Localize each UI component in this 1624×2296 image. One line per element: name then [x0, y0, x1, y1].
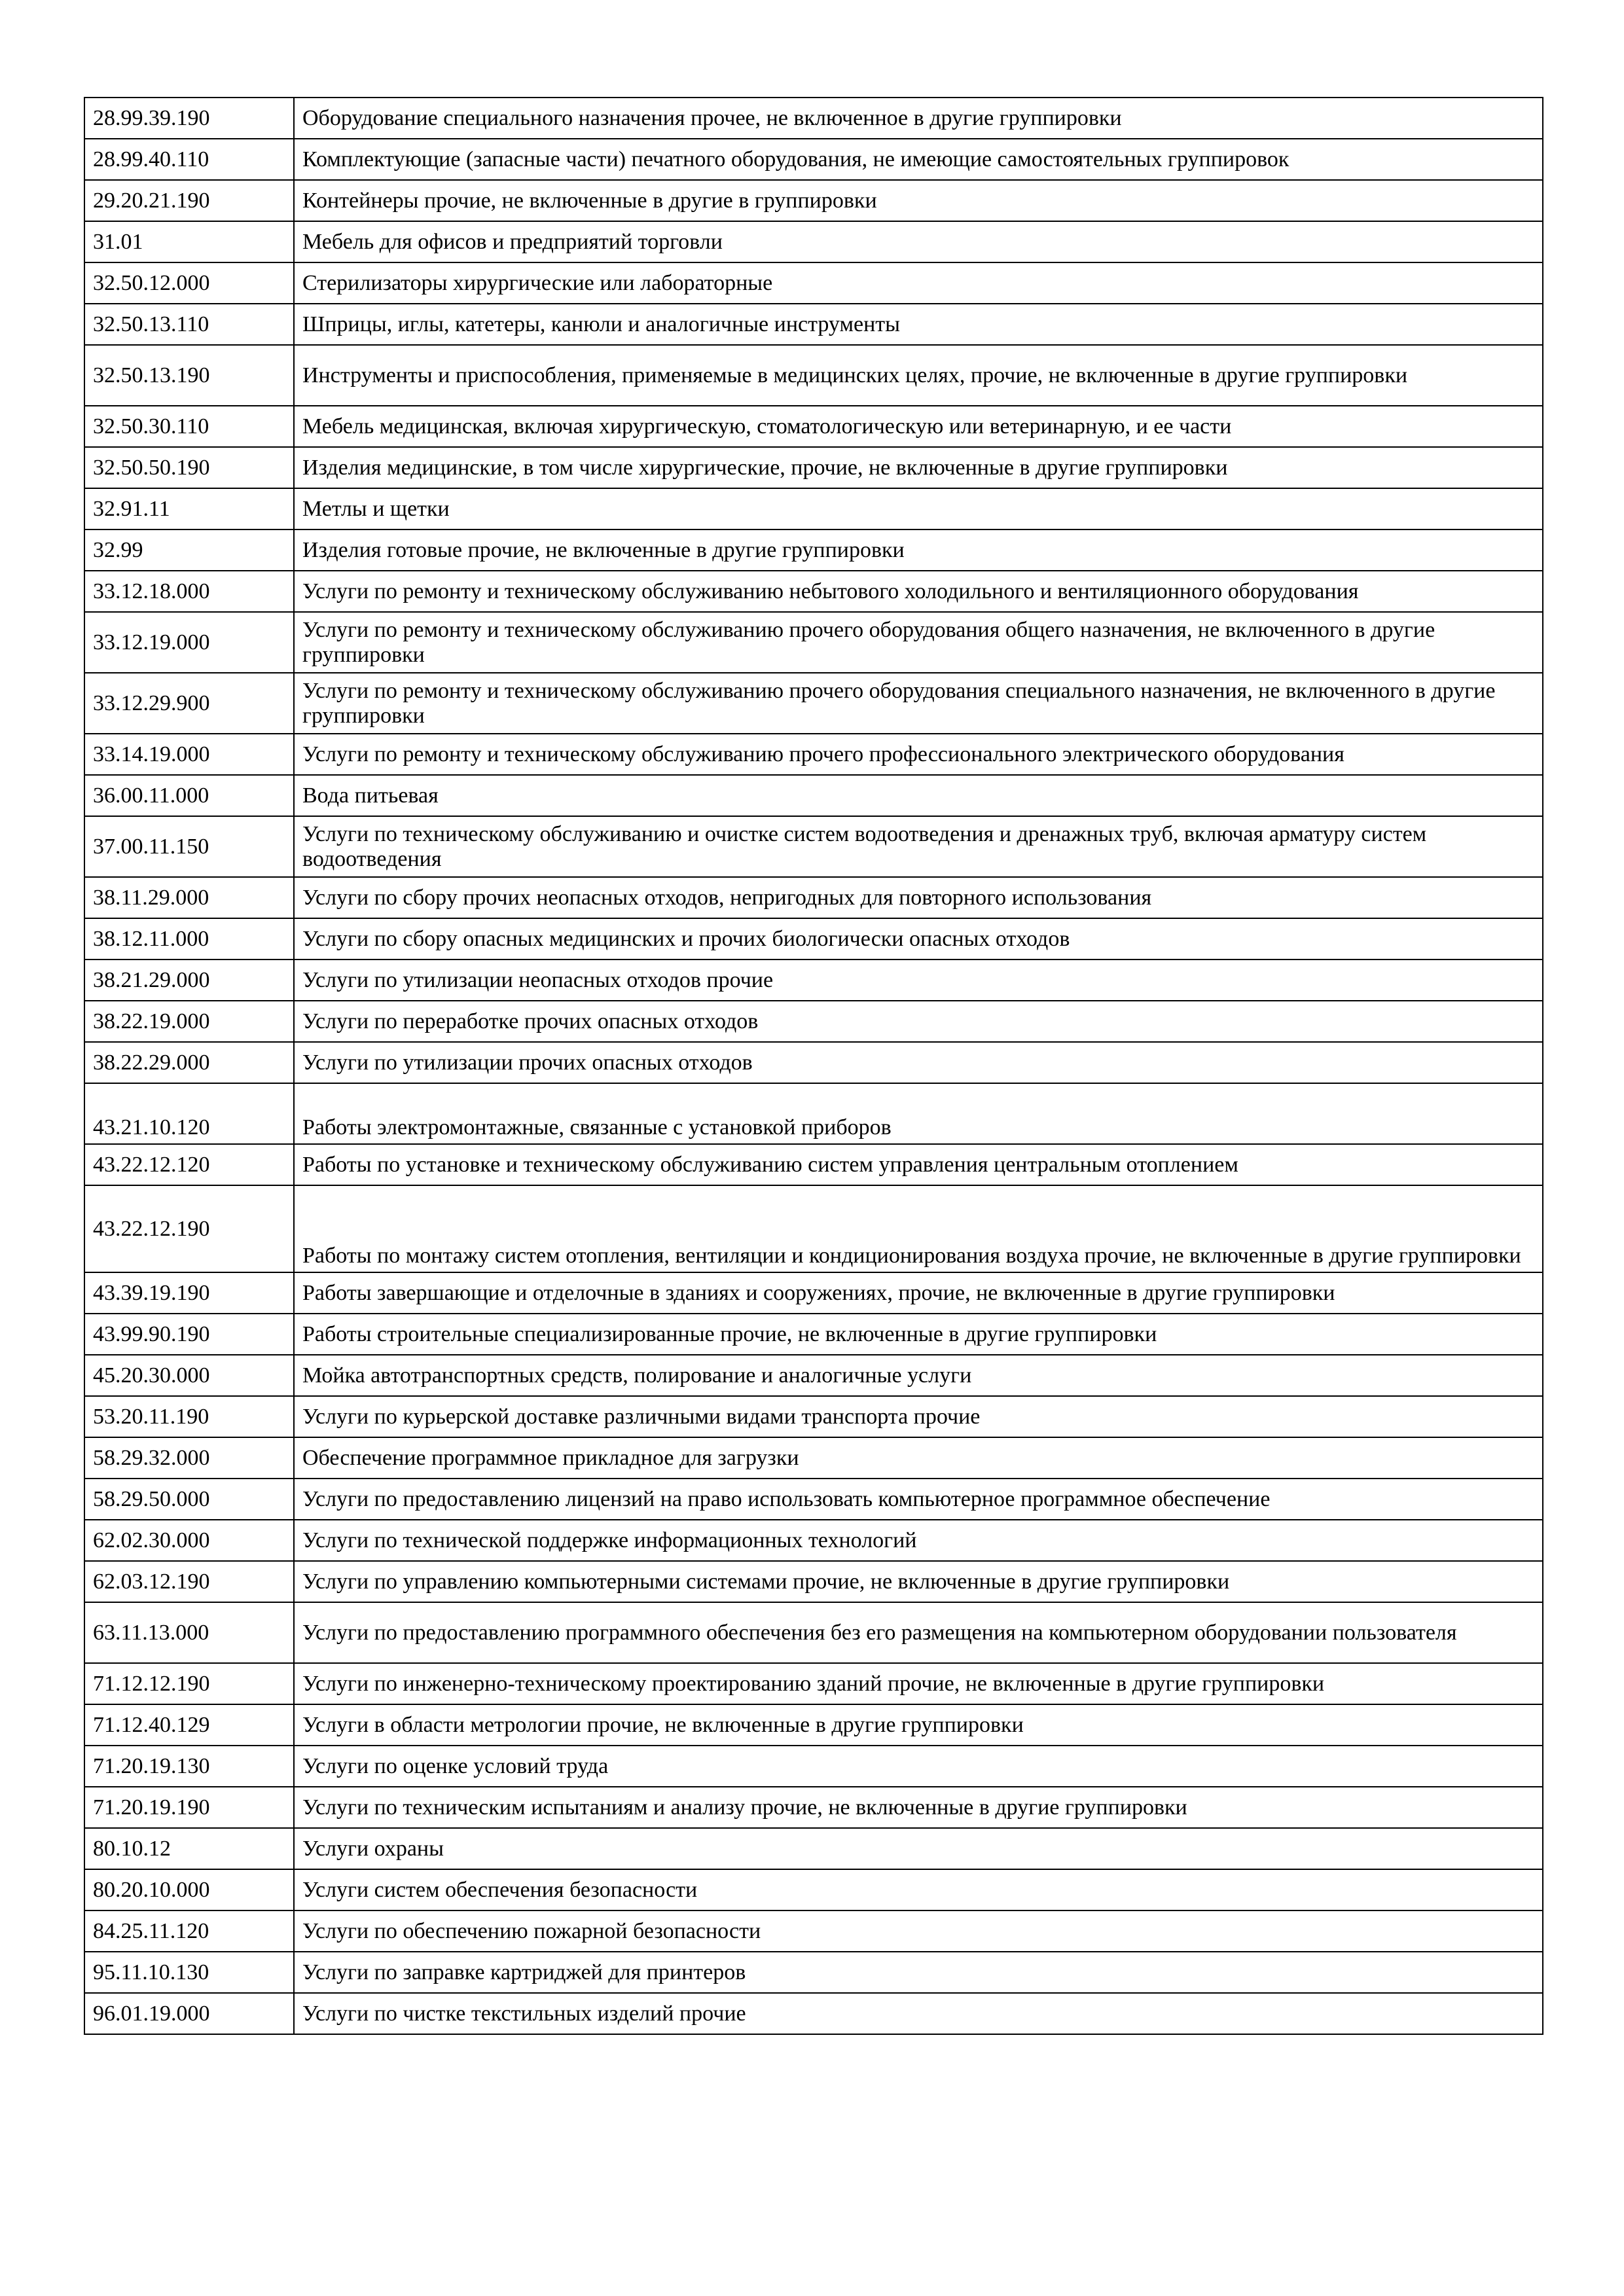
description-cell: Работы строительные специализированные прочие, не включенные в другие группировки — [294, 1314, 1543, 1355]
okpd-code-cell: 45.20.30.000 — [84, 1355, 294, 1396]
description-cell: Стерилизаторы хирургические или лабораторные — [294, 262, 1543, 304]
okpd-code-cell: 32.50.12.000 — [84, 262, 294, 304]
okpd-code-cell: 71.20.19.190 — [84, 1787, 294, 1828]
description-cell: Услуги по ремонту и техническому обслуживанию прочего оборудования специального назначения, не включенного в другие группировки — [294, 673, 1543, 734]
description-cell: Мойка автотранспортных средств, полирование и аналогичные услуги — [294, 1355, 1543, 1396]
table-row — [84, 775, 1543, 816]
okpd-code-cell: 96.01.19.000 — [84, 1993, 294, 2034]
okpd-code-cell: 63.11.13.000 — [84, 1602, 294, 1663]
okpd-code-cell: 84.25.11.120 — [84, 1910, 294, 1952]
description-cell: Оборудование специального назначения прочее, не включенное в другие группировки — [294, 98, 1543, 139]
description-cell: Услуги по сбору прочих неопасных отходов, непригодных для повторного использования — [294, 877, 1543, 918]
okpd-code-cell: 32.91.11 — [84, 488, 294, 529]
table-row — [84, 734, 1543, 775]
description-cell: Метлы и щетки — [294, 488, 1543, 529]
okpd-code-cell: 33.12.18.000 — [84, 571, 294, 612]
okpd-code-cell: 32.50.13.110 — [84, 304, 294, 345]
description-cell: Услуги по обеспечению пожарной безопасности — [294, 1910, 1543, 1952]
table-row — [84, 529, 1543, 571]
okpd-code-cell: 31.01 — [84, 221, 294, 262]
description-cell: Комплектующие (запасные части) печатного оборудования, не имеющие самостоятельных группировок — [294, 139, 1543, 180]
description-cell: Услуги по заправке картриджей для принтеров — [294, 1952, 1543, 1993]
okpd-code-cell: 38.21.29.000 — [84, 960, 294, 1001]
okpd-code-cell: 28.99.40.110 — [84, 139, 294, 180]
okpd-code-cell: 43.22.12.190 — [84, 1185, 294, 1272]
description-cell: Шприцы, иглы, катетеры, канюли и аналогичные инструменты — [294, 304, 1543, 345]
description-cell: Работы по монтажу систем отопления, вентиляции и кондиционирования воздуха прочие, не включенные в другие группировки — [294, 1185, 1543, 1272]
table-row — [84, 1561, 1543, 1602]
description-cell: Мебель для офисов и предприятий торговли — [294, 221, 1543, 262]
table-row — [84, 612, 1543, 673]
description-cell: Услуги по курьерской доставке различными видами транспорта прочие — [294, 1396, 1543, 1437]
okpd-code-cell: 95.11.10.130 — [84, 1952, 294, 1993]
description-cell: Услуги по технической поддержке информационных технологий — [294, 1520, 1543, 1561]
table-row — [84, 1952, 1543, 1993]
table-row — [84, 1828, 1543, 1869]
table-row — [84, 1704, 1543, 1746]
okpd-code-cell: 71.12.40.129 — [84, 1704, 294, 1746]
table-row — [84, 304, 1543, 345]
okpd-code-cell: 28.99.39.190 — [84, 98, 294, 139]
okpd-code-cell: 53.20.11.190 — [84, 1396, 294, 1437]
description-cell: Изделия готовые прочие, не включенные в другие группировки — [294, 529, 1543, 571]
description-cell: Услуги по утилизации неопасных отходов прочие — [294, 960, 1543, 1001]
okpd-code-cell: 58.29.32.000 — [84, 1437, 294, 1479]
description-cell: Услуги по предоставлению программного обеспечения без его размещения на компьютерном оборудовании пользователя — [294, 1602, 1543, 1663]
description-cell: Контейнеры прочие, не включенные в другие в группировки — [294, 180, 1543, 221]
table-row — [84, 673, 1543, 734]
table-row — [84, 98, 1543, 139]
table-row — [84, 221, 1543, 262]
table-row — [84, 1272, 1543, 1314]
table-row — [84, 816, 1543, 877]
table-row — [84, 1910, 1543, 1952]
okpd-code-cell: 62.03.12.190 — [84, 1561, 294, 1602]
okpd-code-cell: 32.50.50.190 — [84, 447, 294, 488]
table-row — [84, 1314, 1543, 1355]
description-cell: Услуги по ремонту и техническому обслуживанию прочего профессионального электрического оборудования — [294, 734, 1543, 775]
table-row — [84, 345, 1543, 406]
description-cell: Услуги в области метрологии прочие, не включенные в другие группировки — [294, 1704, 1543, 1746]
table-row — [84, 877, 1543, 918]
table-row — [84, 918, 1543, 960]
okpd-code-cell: 71.20.19.130 — [84, 1746, 294, 1787]
description-cell: Услуги по техническому обслуживанию и очистке систем водоотведения и дренажных труб, включая арматуру систем водоотведения — [294, 816, 1543, 877]
table-row — [84, 1001, 1543, 1042]
okpd-code-cell: 32.50.30.110 — [84, 406, 294, 447]
okpd-code-cell: 37.00.11.150 — [84, 816, 294, 877]
table-row — [84, 1520, 1543, 1561]
okpd-code-cell: 38.22.29.000 — [84, 1042, 294, 1083]
table-row — [84, 1479, 1543, 1520]
okpd-code-cell: 36.00.11.000 — [84, 775, 294, 816]
okpd-code-cell: 43.99.90.190 — [84, 1314, 294, 1355]
table-row — [84, 1869, 1543, 1910]
table-row — [84, 1746, 1543, 1787]
okpd-code-cell: 32.99 — [84, 529, 294, 571]
table-row — [84, 1185, 1543, 1272]
okpd-code-cell: 80.20.10.000 — [84, 1869, 294, 1910]
description-cell: Услуги по управлению компьютерными системами прочие, не включенные в другие группировки — [294, 1561, 1543, 1602]
table-row — [84, 1355, 1543, 1396]
table-row — [84, 488, 1543, 529]
okpd-code-cell: 33.12.29.900 — [84, 673, 294, 734]
description-cell: Инструменты и приспособления, применяемые в медицинских целях, прочие, не включенные в другие группировки — [294, 345, 1543, 406]
table-row — [84, 180, 1543, 221]
description-cell: Вода питьевая — [294, 775, 1543, 816]
description-cell: Услуги по инженерно-техническому проектированию зданий прочие, не включенные в другие группировки — [294, 1663, 1543, 1704]
okpd-code-table-body — [84, 98, 1543, 2034]
description-cell: Услуги по ремонту и техническому обслуживанию небытового холодильного и вентиляционного оборудования — [294, 571, 1543, 612]
okpd-code-cell: 38.22.19.000 — [84, 1001, 294, 1042]
table-row — [84, 960, 1543, 1001]
okpd-code-cell: 38.11.29.000 — [84, 877, 294, 918]
table-row — [84, 1437, 1543, 1479]
table-row — [84, 1144, 1543, 1185]
table-row — [84, 139, 1543, 180]
table-row — [84, 571, 1543, 612]
okpd-code-cell: 33.14.19.000 — [84, 734, 294, 775]
description-cell: Услуги по ремонту и техническому обслуживанию прочего оборудования общего назначения, не включенного в другие группировки — [294, 612, 1543, 673]
table-row — [84, 1083, 1543, 1144]
description-cell: Работы электромонтажные, связанные с установкой приборов — [294, 1083, 1543, 1144]
okpd-code-cell: 38.12.11.000 — [84, 918, 294, 960]
description-cell: Услуги по сбору опасных медицинских и прочих биологически опасных отходов — [294, 918, 1543, 960]
description-cell: Изделия медицинские, в том числе хирургические, прочие, не включенные в другие группировки — [294, 447, 1543, 488]
description-cell: Услуги по чистке текстильных изделий прочие — [294, 1993, 1543, 2034]
description-cell: Услуги по предоставлению лицензий на право использовать компьютерное программное обеспечение — [294, 1479, 1543, 1520]
description-cell: Услуги по утилизации прочих опасных отходов — [294, 1042, 1543, 1083]
table-row — [84, 262, 1543, 304]
table-row — [84, 1663, 1543, 1704]
description-cell: Услуги по оценке условий труда — [294, 1746, 1543, 1787]
description-cell: Работы по установке и техническому обслуживанию систем управления центральным отоплением — [294, 1144, 1543, 1185]
table-row — [84, 1042, 1543, 1083]
okpd-code-cell: 33.12.19.000 — [84, 612, 294, 673]
okpd-code-cell: 71.12.12.190 — [84, 1663, 294, 1704]
description-cell: Мебель медицинская, включая хирургическую, стоматологическую или ветеринарную, и ее части — [294, 406, 1543, 447]
okpd-code-cell: 62.02.30.000 — [84, 1520, 294, 1561]
okpd-code-cell: 58.29.50.000 — [84, 1479, 294, 1520]
okpd-code-cell: 29.20.21.190 — [84, 180, 294, 221]
description-cell: Услуги по переработке прочих опасных отходов — [294, 1001, 1543, 1042]
okpd-code-cell: 32.50.13.190 — [84, 345, 294, 406]
table-row — [84, 1787, 1543, 1828]
okpd-code-cell: 43.39.19.190 — [84, 1272, 294, 1314]
description-cell: Услуги систем обеспечения безопасности — [294, 1869, 1543, 1910]
table-row — [84, 1993, 1543, 2034]
okpd-code-cell: 43.21.10.120 — [84, 1083, 294, 1144]
description-cell: Услуги охраны — [294, 1828, 1543, 1869]
description-cell: Услуги по техническим испытаниям и анализу прочие, не включенные в другие группировки — [294, 1787, 1543, 1828]
description-cell: Работы завершающие и отделочные в зданиях и сооружениях, прочие, не включенные в другие группировки — [294, 1272, 1543, 1314]
description-cell: Обеспечение программное прикладное для загрузки — [294, 1437, 1543, 1479]
table-row — [84, 406, 1543, 447]
table-row — [84, 1396, 1543, 1437]
okpd-code-cell: 80.10.12 — [84, 1828, 294, 1869]
okpd-code-cell: 43.22.12.120 — [84, 1144, 294, 1185]
table-row — [84, 1602, 1543, 1663]
okpd-code-table — [84, 97, 1543, 2035]
table-row — [84, 447, 1543, 488]
